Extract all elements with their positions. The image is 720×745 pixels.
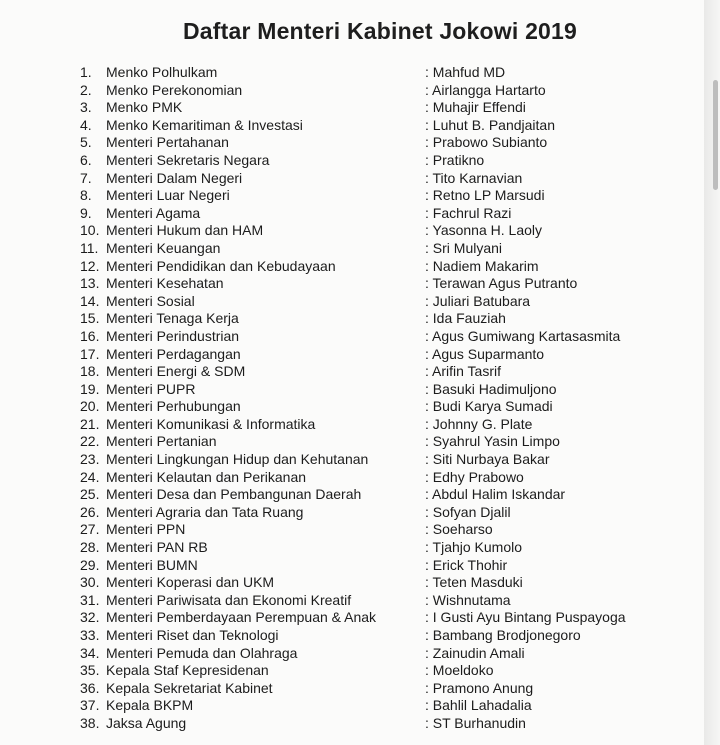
list-item	[80, 64, 680, 82]
list-item	[80, 416, 680, 434]
minister-name: : Budi Karya Sumadi	[425, 398, 553, 415]
minister-name: : Tito Karnavian	[425, 169, 523, 186]
list-item	[80, 152, 680, 170]
page-title: Daftar Menteri Kabinet Jokowi 2019	[182, 18, 578, 44]
minister-name: : Zainudin Amali	[425, 644, 525, 661]
item-number: 4.	[80, 116, 92, 133]
minister-name: : Sri Mulyani	[425, 239, 503, 256]
item-number: 22.	[80, 433, 100, 450]
minister-name: : Siti Nurbaya Bakar	[425, 451, 550, 468]
position-label: Menteri Hukum dan HAM	[106, 222, 264, 239]
list-item	[80, 187, 680, 205]
position-label: Menteri Desa dan Pembangunan Daerah	[106, 486, 362, 503]
minister-name: : Bambang Brodjonegoro	[425, 627, 581, 643]
minister-name: : Pratikno	[425, 151, 485, 168]
position-label: Menteri Pemuda dan Olahraga	[106, 644, 298, 661]
item-number: 37.	[80, 697, 100, 714]
list-item	[80, 99, 680, 117]
minister-name: : Nadiem Makarim	[425, 257, 539, 274]
minister-name: : Pramono Anung	[425, 679, 534, 696]
minister-name: : Syahrul Yasin Limpo	[425, 433, 560, 450]
list-item	[80, 346, 680, 364]
list-item	[80, 469, 680, 487]
minister-name: : Yasonna H. Laoly	[425, 222, 543, 239]
item-number: 32.	[80, 609, 100, 626]
list-item	[80, 451, 680, 469]
position-label: Menteri Pemberdayaan Perempuan & Anak	[106, 609, 377, 626]
position-label: Menteri PAN RB	[106, 539, 208, 556]
item-number: 31.	[80, 591, 100, 608]
position-label: Menteri PUPR	[106, 380, 196, 397]
item-number: 11.	[80, 239, 99, 256]
item-number: 2.	[80, 81, 92, 98]
list-item	[80, 258, 680, 276]
minister-name: : Muhajir Effendi	[425, 99, 526, 116]
minister-name: : Fachrul Razi	[425, 204, 512, 221]
minister-name: : Moeldoko	[425, 662, 494, 679]
list-item	[80, 680, 680, 698]
list-item	[80, 574, 680, 592]
list-item	[80, 697, 680, 715]
item-number: 3.	[80, 99, 92, 116]
item-number: 9.	[80, 204, 92, 221]
item-number: 12.	[80, 257, 100, 274]
item-number: 30.	[80, 574, 100, 591]
scroll-edge	[704, 0, 720, 745]
item-number: 10.	[80, 222, 100, 239]
item-number: 35.	[80, 662, 100, 679]
position-label: Menteri Komunikasi & Informatika	[106, 415, 316, 432]
item-number: 1.	[80, 64, 92, 80]
item-number: 21.	[80, 415, 100, 432]
list-item	[80, 715, 680, 733]
list-item	[80, 82, 680, 100]
position-label: Menteri Keuangan	[106, 239, 221, 256]
list-item	[80, 240, 680, 258]
minister-name: : Johnny G. Plate	[425, 415, 533, 432]
position-label: Menteri Pertanian	[106, 433, 217, 450]
item-number: 7.	[80, 169, 92, 186]
list-item	[80, 275, 680, 293]
position-label: Menteri Pariwisata dan Ekonomi Kreatif	[106, 591, 352, 608]
item-number: 14.	[80, 292, 100, 309]
item-number: 27.	[80, 521, 100, 538]
minister-name: : Abdul Halim Iskandar	[425, 486, 566, 503]
position-label: Menko Polhulkam	[106, 64, 218, 80]
list-item	[80, 627, 680, 645]
position-label: Menteri Agama	[106, 204, 201, 221]
item-number: 36.	[80, 679, 100, 696]
position-label: Menteri Lingkungan Hidup dan Kehutanan	[106, 451, 369, 468]
item-number: 13.	[80, 275, 100, 292]
minister-name: : Tjahjo Kumolo	[425, 539, 523, 556]
minister-name: : Agus Gumiwang Kartasasmita	[425, 327, 621, 344]
list-item	[80, 117, 680, 135]
position-label: Menteri Sekretaris Negara	[106, 151, 270, 168]
item-number: 29.	[80, 556, 100, 573]
item-number: 38.	[80, 714, 100, 731]
list-item	[80, 134, 680, 152]
position-label: Menko Perekonomian	[106, 81, 243, 98]
position-label: Menteri Tenaga Kerja	[106, 310, 239, 327]
position-label: Menteri Perindustrian	[106, 327, 240, 344]
minister-name: : Ida Fauziah	[425, 310, 506, 327]
list-item	[80, 662, 680, 680]
position-label: Menteri Pertahanan	[106, 134, 229, 151]
list-item	[80, 592, 680, 610]
position-label: Jaksa Agung	[106, 714, 187, 731]
list-item	[80, 539, 680, 557]
minister-name: : Basuki Hadimuljono	[425, 380, 557, 397]
minister-name: : Luhut B. Pandjaitan	[425, 116, 555, 133]
scrollbar-thumb[interactable]	[713, 80, 718, 190]
minister-name: : Teten Masduki	[425, 574, 523, 591]
minister-list	[80, 64, 680, 733]
position-label: Menteri Luar Negeri	[106, 187, 230, 204]
list-item	[80, 398, 680, 416]
item-number: 20.	[80, 398, 100, 415]
position-label: Menko PMK	[106, 99, 183, 116]
item-number: 23.	[80, 451, 100, 468]
position-label: Menteri Energi & SDM	[106, 363, 246, 380]
minister-name: : Juliari Batubara	[425, 292, 531, 309]
position-label: Menteri BUMN	[106, 556, 198, 573]
minister-name: : Mahfud MD	[425, 64, 506, 80]
item-number: 6.	[80, 151, 92, 168]
item-number: 26.	[80, 503, 100, 520]
position-label: Kepala Staf Kepresidenan	[106, 662, 269, 679]
list-item	[80, 557, 680, 575]
minister-name: : Prabowo Subianto	[425, 134, 548, 151]
minister-name: : Soeharso	[425, 521, 493, 538]
list-item	[80, 381, 680, 399]
position-label: Menteri Perdagangan	[106, 345, 241, 362]
item-number: 18.	[80, 363, 100, 380]
list-item	[80, 645, 680, 663]
position-label: Menteri Riset dan Teknologi	[106, 627, 279, 643]
list-item	[80, 609, 680, 627]
minister-name: : Retno LP Marsudi	[425, 187, 545, 204]
item-number: 33.	[80, 627, 100, 643]
position-label: Menteri Perhubungan	[106, 398, 241, 415]
list-item	[80, 433, 680, 451]
position-label: Menteri Dalam Negeri	[106, 169, 243, 186]
item-number: 17.	[80, 345, 100, 362]
list-item	[80, 486, 680, 504]
minister-name: : Airlangga Hartarto	[425, 81, 546, 98]
list-item	[80, 504, 680, 522]
position-label: Menteri Sosial	[106, 292, 195, 309]
minister-name: : Arifin Tasrif	[425, 363, 501, 380]
list-item	[80, 170, 680, 188]
minister-name: : Bahlil Lahadalia	[425, 697, 532, 714]
item-number: 25.	[80, 486, 100, 503]
item-number: 5.	[80, 134, 92, 151]
minister-name: : Erick Thohir	[425, 556, 508, 573]
minister-name: : Edhy Prabowo	[425, 468, 524, 485]
position-label: Menko Kemaritiman & Investasi	[106, 116, 303, 133]
minister-name: : Agus Suparmanto	[425, 345, 545, 362]
list-item	[80, 328, 680, 346]
list-item	[80, 363, 680, 381]
item-number: 8.	[80, 187, 92, 204]
item-number: 19.	[80, 380, 100, 397]
minister-name: : Sofyan Djalil	[425, 503, 511, 520]
position-label: Menteri PPN	[106, 521, 186, 538]
item-number: 16.	[80, 327, 100, 344]
minister-name: : I Gusti Ayu Bintang Puspayoga	[425, 609, 626, 626]
item-number: 24.	[80, 468, 100, 485]
position-label: Kepala Sekretariat Kabinet	[106, 679, 273, 696]
position-label: Menteri Pendidikan dan Kebudayaan	[106, 257, 336, 274]
minister-name: : Wishnutama	[425, 591, 511, 608]
position-label: Menteri Kelautan dan Perikanan	[106, 468, 307, 485]
minister-name: : ST Burhanudin	[425, 714, 526, 731]
list-item	[80, 293, 680, 311]
list-item	[80, 205, 680, 223]
minister-name: : Terawan Agus Putranto	[425, 275, 578, 292]
position-label: Menteri Koperasi dan UKM	[106, 574, 275, 591]
item-number: 15.	[80, 310, 100, 327]
item-number: 34.	[80, 644, 100, 661]
list-item	[80, 222, 680, 240]
list-item	[80, 310, 680, 328]
position-label: Kepala BKPM	[106, 697, 194, 714]
position-label: Menteri Kesehatan	[106, 275, 224, 292]
list-item	[80, 521, 680, 539]
position-label: Menteri Agraria dan Tata Ruang	[106, 503, 304, 520]
item-number: 28.	[80, 539, 100, 556]
